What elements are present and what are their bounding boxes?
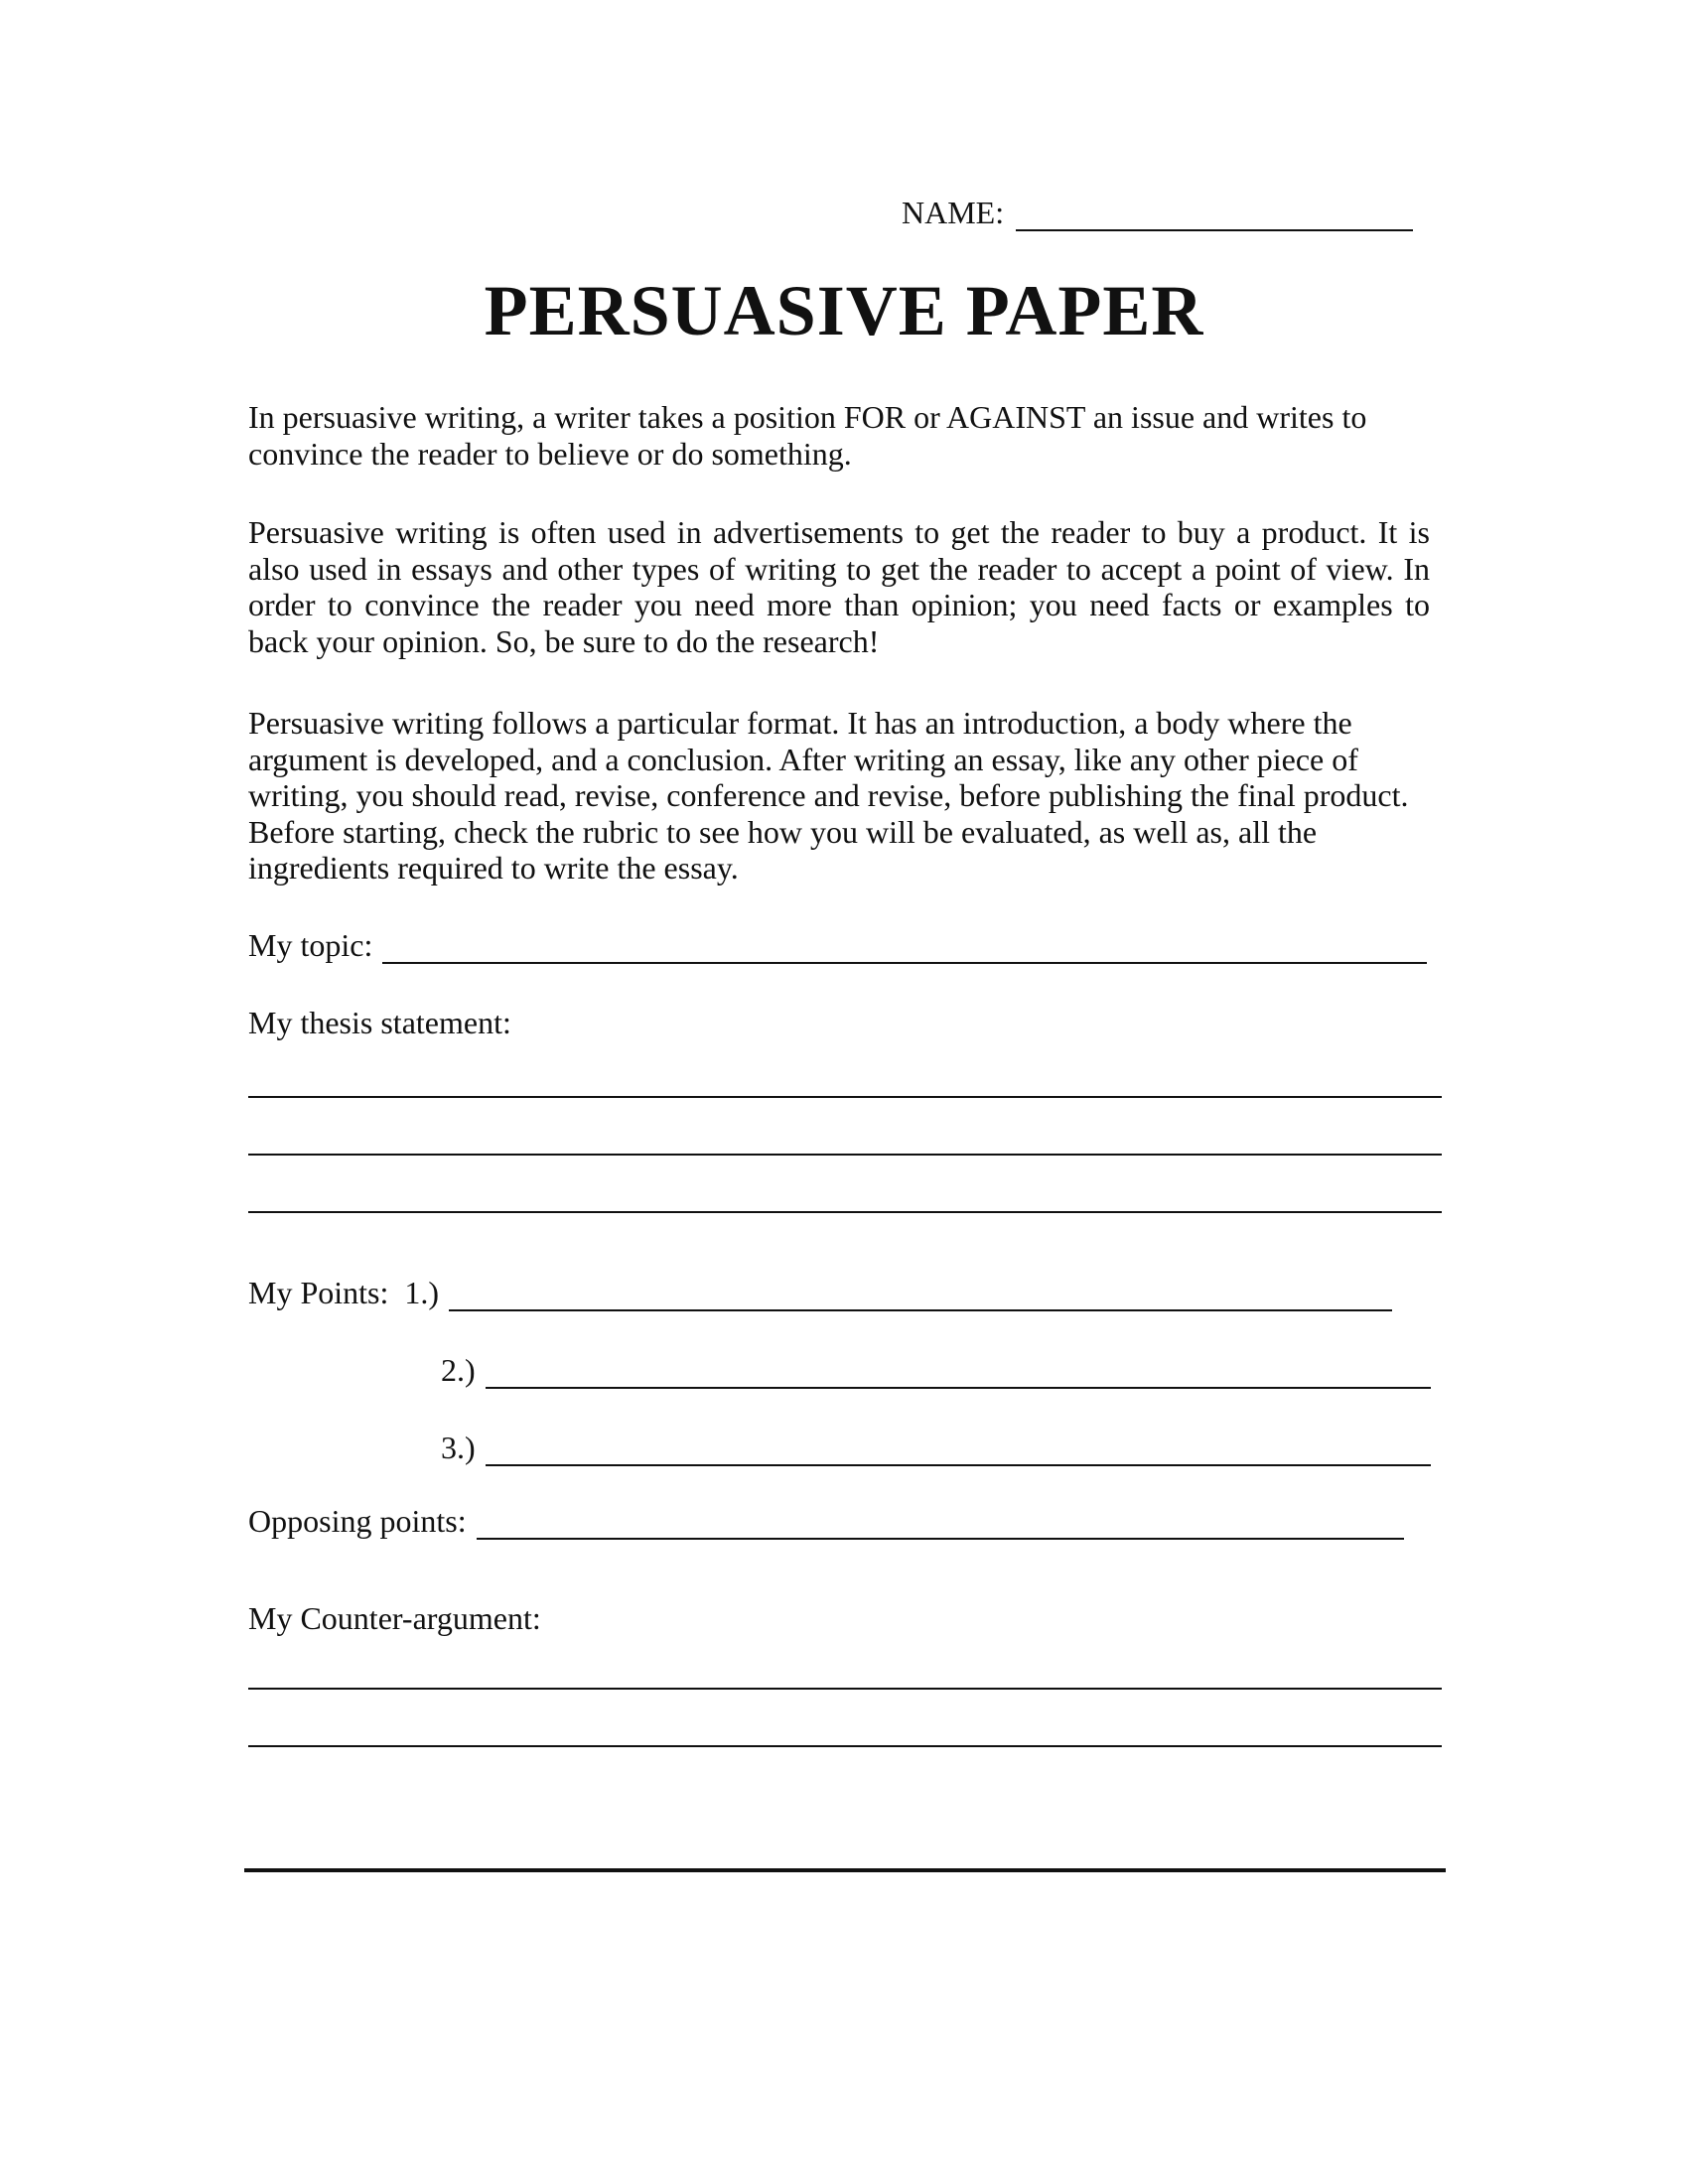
counter-blank-line-1[interactable] bbox=[248, 1688, 1442, 1690]
topic-label: My topic: bbox=[248, 927, 373, 963]
counter-argument-label: My Counter-argument: bbox=[248, 1600, 541, 1636]
thesis-blank-line-1[interactable] bbox=[248, 1096, 1442, 1098]
thesis-blank-line-3[interactable] bbox=[248, 1211, 1442, 1213]
point-3-blank-line[interactable] bbox=[486, 1434, 1431, 1466]
format-paragraph: Persuasive writing follows a particular format. It has an introduction, a body where the argument is developed, and a conclusion. After writing an essay, like any other piece of writing, you should read, revise, conference and revise, before publishing the final product. Before starting, check the rubric to see how you will be evaluated, as well as, all the ingredients required to write the essay. bbox=[248, 705, 1409, 886]
point-2-field bbox=[441, 1352, 1431, 1389]
point-1-field bbox=[248, 1275, 1392, 1311]
opposing-label: Opposing points: bbox=[248, 1503, 467, 1539]
point-number-2: 2.) bbox=[441, 1352, 476, 1388]
point-1-blank-line[interactable] bbox=[449, 1280, 1392, 1311]
page-title: PERSUASIVE PAPER bbox=[484, 271, 1204, 350]
topic-blank-line[interactable] bbox=[382, 932, 1427, 964]
point-2-blank-line[interactable] bbox=[486, 1357, 1431, 1389]
topic-field bbox=[248, 927, 1427, 964]
opposing-points-field bbox=[248, 1503, 1404, 1540]
thesis-label: My thesis statement: bbox=[248, 1005, 511, 1040]
intro-paragraph: In persuasive writing, a writer takes a position FOR or AGAINST an issue and writes to convince the reader to believe or do something. bbox=[248, 399, 1367, 472]
point-3-field bbox=[441, 1430, 1431, 1466]
name-label: NAME: bbox=[902, 195, 1005, 230]
points-label: My Points: 1.) bbox=[248, 1275, 440, 1310]
name-field bbox=[902, 195, 1413, 231]
usage-paragraph: Persuasive writing is often used in advertisements to get the reader to buy a product. It is also used in essays and other types of writing to get the reader to accept a point of view. In order to convince the reader you need more than opinion; you need facts or examples to back your opinion. So, be sure to do the research! bbox=[248, 514, 1430, 659]
name-blank-line[interactable] bbox=[1016, 200, 1413, 231]
point-number-3: 3.) bbox=[441, 1430, 476, 1465]
thesis-blank-line-2[interactable] bbox=[248, 1154, 1442, 1156]
counter-blank-line-2[interactable] bbox=[248, 1745, 1442, 1747]
point-number-1: 1.) bbox=[404, 1275, 440, 1310]
opposing-blank-line[interactable] bbox=[477, 1508, 1404, 1540]
bottom-divider bbox=[244, 1868, 1446, 1872]
